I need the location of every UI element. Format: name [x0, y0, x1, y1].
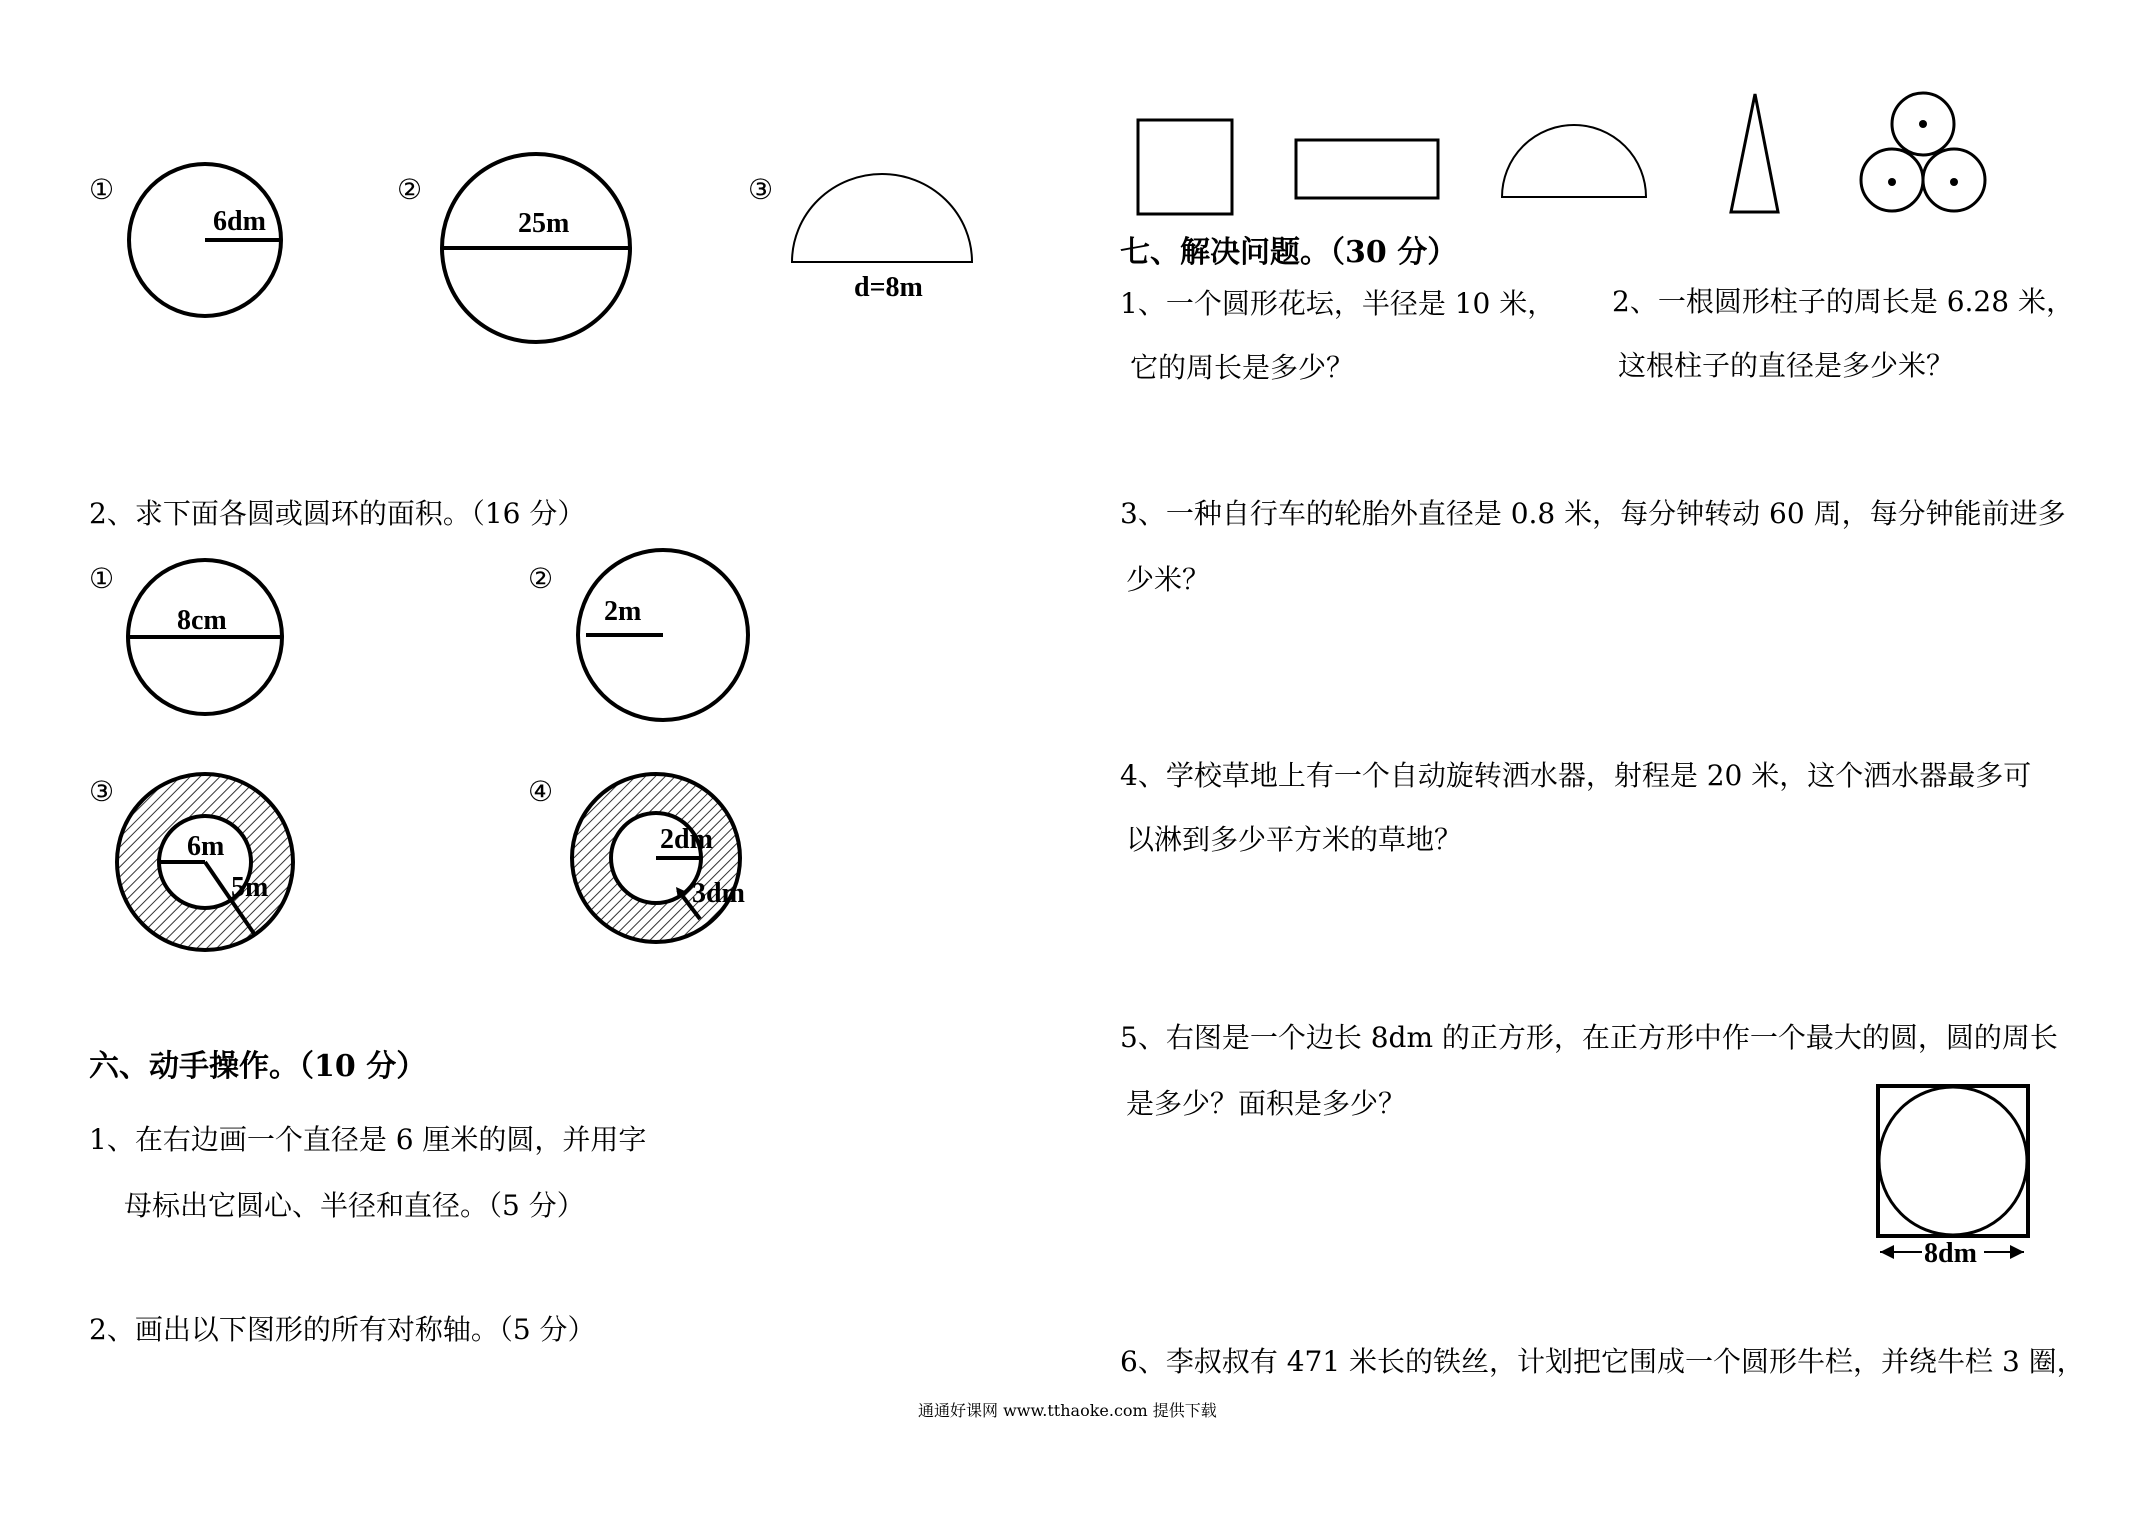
- diameter-label: 25m: [518, 208, 570, 239]
- diameter-label: 8cm: [177, 605, 227, 636]
- figure-number: ①: [89, 562, 115, 595]
- section-6-question-1-line-2: 母标出它圆心、半径和直径。（5 分）: [124, 1189, 585, 1222]
- question-1-line-1: 1、一个圆形花坛，半径是 10 米，: [1120, 287, 1556, 320]
- semicircle-d8m-figure: [788, 172, 988, 302]
- question-5-line-1: 5、右图是一个边长 8dm 的正方形，在正方形中作一个最大的圆，圆的周长: [1120, 1021, 2058, 1054]
- question-1-line-2: 它的周长是多少？: [1130, 351, 1355, 384]
- question-6-line-1: 6、李叔叔有 471 米长的铁丝，计划把它围成一个圆形牛栏，并绕牛栏 3 圈，: [1120, 1345, 2085, 1378]
- annulus-6m-5m-figure: [115, 772, 305, 962]
- question-2-title: 2、求下面各圆或圆环的面积。（16 分）: [89, 497, 586, 530]
- semicircle-icon: [1502, 125, 1646, 197]
- inner-diameter-label: 6m: [187, 831, 225, 862]
- question-5-line-2: 是多少？面积是多少？: [1126, 1087, 1407, 1120]
- ring-width-label: 3dm: [692, 878, 745, 909]
- question-3-line-1: 3、一种自行车的轮胎外直径是 0.8 米，每分钟转动 60 周，每分钟能前进多: [1120, 497, 2066, 530]
- figure-number: ①: [89, 173, 115, 206]
- square-inscribed-circle-figure: [1874, 1082, 2044, 1272]
- rectangle-icon: [1296, 140, 1438, 198]
- square-icon: [1138, 120, 1232, 214]
- ring-width-label: 5m: [231, 872, 269, 903]
- question-4-line-1: 4、学校草地上有一个自动旋转洒水器，射程是 20 米，这个洒水器最多可: [1120, 759, 2032, 792]
- radius-label: 6dm: [213, 206, 266, 237]
- three-circles-icon: [1861, 93, 1985, 211]
- symmetry-shapes-row: [1130, 88, 2030, 228]
- figure-number: ④: [528, 775, 554, 808]
- diameter-label: d=8m: [854, 272, 923, 303]
- section-7-title: 七、解决问题。（30 分）: [1120, 235, 1458, 270]
- circle-radius-2m-figure: [576, 548, 756, 728]
- footer-source: 通通好课网 www.tthaoke.com 提供下载: [918, 1401, 1217, 1420]
- section-6-question-2: 2、画出以下图形的所有对称轴。（5 分）: [89, 1313, 596, 1346]
- section-6-title: 六、动手操作。（10 分）: [89, 1049, 427, 1084]
- figure-number: ③: [89, 775, 115, 808]
- inner-radius-label: 2dm: [660, 824, 713, 855]
- triangle-icon: [1731, 94, 1778, 212]
- figure-number: ③: [748, 173, 774, 206]
- side-length-label: 8dm: [1924, 1238, 1977, 1269]
- figure-number: ②: [528, 562, 554, 595]
- figure-number: ②: [397, 173, 423, 206]
- question-2-line-1: 2、一根圆形柱子的周长是 6.28 米，: [1612, 285, 2074, 318]
- circle-diameter-25m-figure: [440, 152, 640, 352]
- question-3-line-2: 少米？: [1126, 563, 1211, 596]
- circle-diameter-8cm-figure: [125, 558, 290, 723]
- radius-label: 2m: [604, 596, 642, 627]
- question-2-line-2: 这根柱子的直径是多少米？: [1618, 349, 1955, 382]
- circle-radius-6dm-figure: [125, 160, 295, 325]
- annulus-2dm-3dm-figure: [570, 772, 790, 962]
- section-6-question-1-line-1: 1、在右边画一个直径是 6 厘米的圆，并用字: [89, 1123, 647, 1156]
- question-4-line-2: 以淋到多少平方米的草地？: [1126, 823, 1463, 856]
